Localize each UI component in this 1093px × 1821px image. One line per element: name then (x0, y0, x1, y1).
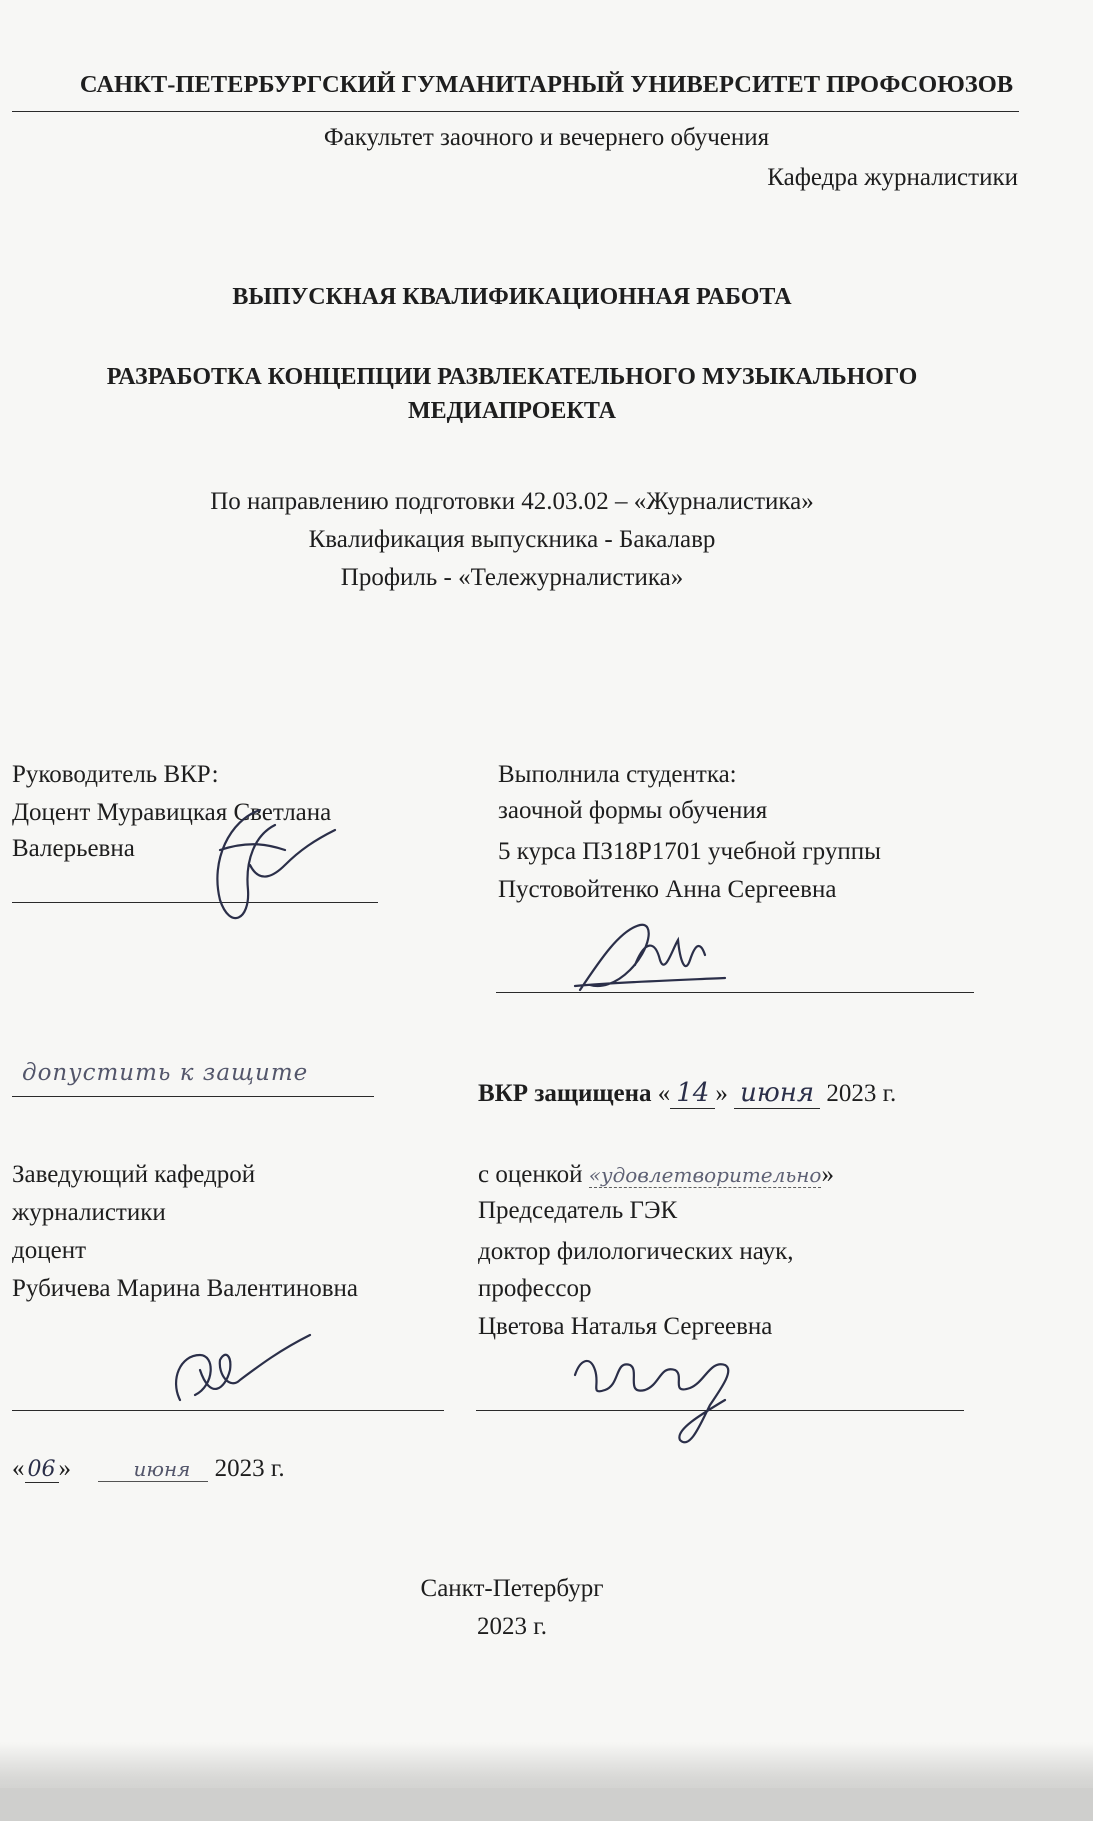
admission-line (12, 1096, 374, 1097)
topic-line-2: МЕДИАПРОЕКТА (408, 398, 616, 424)
page-bottom-band (0, 1788, 1093, 1821)
supervisor-signature-icon (190, 790, 350, 940)
grade-row (478, 1158, 834, 1192)
defense-row (478, 1077, 896, 1110)
approval-year: 2023 г. (214, 1455, 285, 1482)
qualification-line: Квалификация выпускника - Бакалавр (308, 526, 716, 553)
supervisor-name-line-1: Доцент Муравицкая Светлана (12, 799, 332, 826)
admission-handwritten: допустить к защите (22, 1060, 309, 1086)
commission-line-1: Председатель ГЭК (478, 1197, 678, 1224)
defense-month: июня (734, 1078, 820, 1109)
work-type-title: ВЫПУСКНАЯ КВАЛИФИКАЦИОННАЯ РАБОТА (232, 284, 792, 310)
grade-open-quote: « (588, 1163, 601, 1187)
topic-line-1: РАЗРАБОТКА КОНЦЕПЦИИ РАЗВЛЕКАТЕЛЬНОГО МУЗЫКАЛЬНОГО (106, 364, 918, 390)
head-line-2: журналистики (12, 1199, 166, 1226)
student-line-2: 5 курса ПЗ18Р1701 учебной группы (498, 838, 881, 865)
student-name: Пустовойтенко Анна Сергеевна (498, 876, 837, 903)
defense-day: 14 (670, 1078, 715, 1109)
head-line-1: Заведующий кафедрой (12, 1161, 256, 1188)
head-signature-icon (150, 1330, 320, 1420)
faculty-name: Факультет заочного и вечернего обучения (323, 124, 770, 151)
head-name: Рубичева Марина Валентиновна (12, 1275, 358, 1302)
commission-name: Цветова Наталья Сергеевна (478, 1313, 773, 1340)
grade-value: удовлетворительно (600, 1163, 822, 1187)
approval-close-quote: » (58, 1455, 71, 1482)
grade-value-wrap (589, 1163, 822, 1188)
head-line-3: доцент (12, 1237, 86, 1264)
direction-line: По направлению подготовки 42.03.02 – «Журналистика» (210, 488, 814, 515)
student-signature-icon (560, 910, 730, 1000)
approval-date-row (12, 1452, 285, 1486)
supervisor-label: Руководитель ВКР: (12, 761, 219, 788)
commission-line-2: доктор филологических наук, (478, 1238, 794, 1265)
department-name: Кафедра журналистики (767, 164, 1018, 191)
header-underline (12, 111, 1019, 112)
approval-day: 06 (25, 1457, 59, 1483)
commission-signature-icon (560, 1340, 770, 1460)
defense-label: ВКР защищена (478, 1080, 652, 1107)
grade-close-quote: » (821, 1161, 834, 1188)
commission-line-3: профессор (478, 1275, 592, 1302)
supervisor-name-line-2: Валерьевна (12, 835, 135, 862)
approval-open-quote: « (12, 1455, 25, 1482)
defense-year: 2023 г. (826, 1080, 897, 1107)
university-name: САНКТ-ПЕТЕРБУРГСКИЙ ГУМАНИТАРНЫЙ УНИВЕРСИТЕТ ПРОФСОЮЗОВ (79, 71, 1014, 98)
footer-year: 2023 г. (477, 1613, 547, 1640)
student-label: Выполнила студентка: (498, 761, 737, 788)
footer-city: Санкт-Петербург (420, 1575, 604, 1602)
defense-open-quote: « (657, 1080, 671, 1107)
approval-month: июня (98, 1457, 209, 1482)
defense-close-quote: » (715, 1080, 728, 1107)
profile-line: Профиль - «Тележурналистика» (340, 564, 684, 591)
student-line-1: заочной формы обучения (498, 797, 768, 824)
grade-label: с оценкой (478, 1161, 583, 1188)
